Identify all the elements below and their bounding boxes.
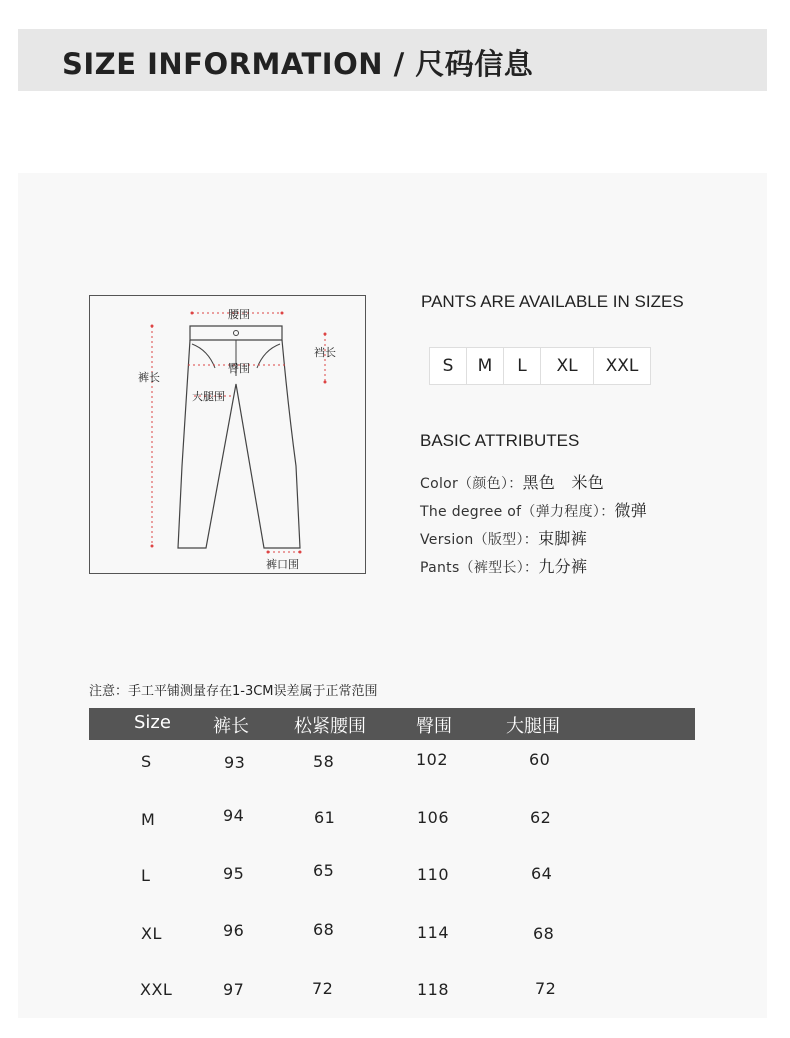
sizes-heading: PANTS ARE AVAILABLE IN SIZES <box>421 292 684 311</box>
table-cell: 62 <box>530 808 552 827</box>
size-option: L <box>504 348 541 384</box>
table-cell: M <box>141 810 156 829</box>
label-length: 裤长 <box>138 371 160 384</box>
size-option: XXL <box>605 356 639 376</box>
table-cell: 93 <box>224 753 246 772</box>
attribute-version <box>420 526 587 549</box>
table-cell: 106 <box>417 808 450 827</box>
table-cell: S <box>141 752 152 771</box>
table-cell: 97 <box>223 980 245 999</box>
table-cell: 118 <box>417 980 450 999</box>
attribute-label: Pants（裤型长）： <box>420 560 539 576</box>
table-cell: 110 <box>417 865 450 884</box>
table-cell: 94 <box>223 806 245 825</box>
label-hip: 臀围 <box>228 362 250 375</box>
size-option: M <box>467 348 504 384</box>
table-cell: 68 <box>313 920 335 939</box>
label-rise: 裆长 <box>314 346 336 359</box>
table-cell: XXL <box>140 980 173 999</box>
table-cell: XL <box>141 924 162 943</box>
measurement-note: 注意：手工平铺测量存在1-3CM误差属于正常范围 <box>89 684 378 699</box>
attribute-label: Version（版型）： <box>420 532 539 548</box>
attribute-pants-length <box>420 554 587 577</box>
table-cell: 95 <box>223 864 245 883</box>
table-cell: 72 <box>535 979 557 998</box>
size-option: S <box>430 348 467 384</box>
table-cell: 58 <box>313 752 335 771</box>
pants-drawing <box>90 296 365 573</box>
attribute-value: 微弹 <box>614 501 648 520</box>
label-hem: 裤口围 <box>266 558 299 571</box>
attribute-label: The degree of（弹力程度）： <box>420 504 615 520</box>
header-bar <box>18 29 767 91</box>
label-waist: 腰围 <box>228 308 250 321</box>
table-header-cell: Size <box>134 712 171 733</box>
size-option: XL <box>541 348 594 384</box>
attribute-value: 黑色 米色 <box>522 473 605 492</box>
table-cell: 114 <box>417 923 450 942</box>
attribute-elasticity <box>420 498 647 521</box>
table-cell: 60 <box>529 750 551 769</box>
table-cell: 72 <box>312 979 334 998</box>
table-header-cell: 大腿围 <box>506 716 560 737</box>
label-thigh: 大腿围 <box>192 390 225 403</box>
table-cell: 102 <box>416 750 449 769</box>
table-header-cell: 裤长 <box>213 716 249 737</box>
page-title: SIZE INFORMATION / 尺码信息 <box>62 47 534 81</box>
table-cell: 64 <box>531 864 553 883</box>
size-table-header <box>89 708 695 740</box>
attribute-color <box>420 470 604 493</box>
table-header-cell: 臀围 <box>416 716 452 737</box>
table-cell: 65 <box>313 861 335 880</box>
table-header-cell: 松紧腰围 <box>294 716 366 737</box>
table-cell: 96 <box>223 921 245 940</box>
attribute-value: 束脚裤 <box>538 529 587 548</box>
pants-diagram <box>89 295 366 574</box>
table-cell: 68 <box>533 924 555 943</box>
table-cell: 61 <box>314 808 336 827</box>
attributes-heading: BASIC ATTRIBUTES <box>420 431 580 450</box>
size-list <box>429 347 651 385</box>
attribute-value: 九分裤 <box>538 557 588 576</box>
attribute-label: Color（颜色）： <box>420 476 523 492</box>
table-cell: L <box>141 866 151 885</box>
